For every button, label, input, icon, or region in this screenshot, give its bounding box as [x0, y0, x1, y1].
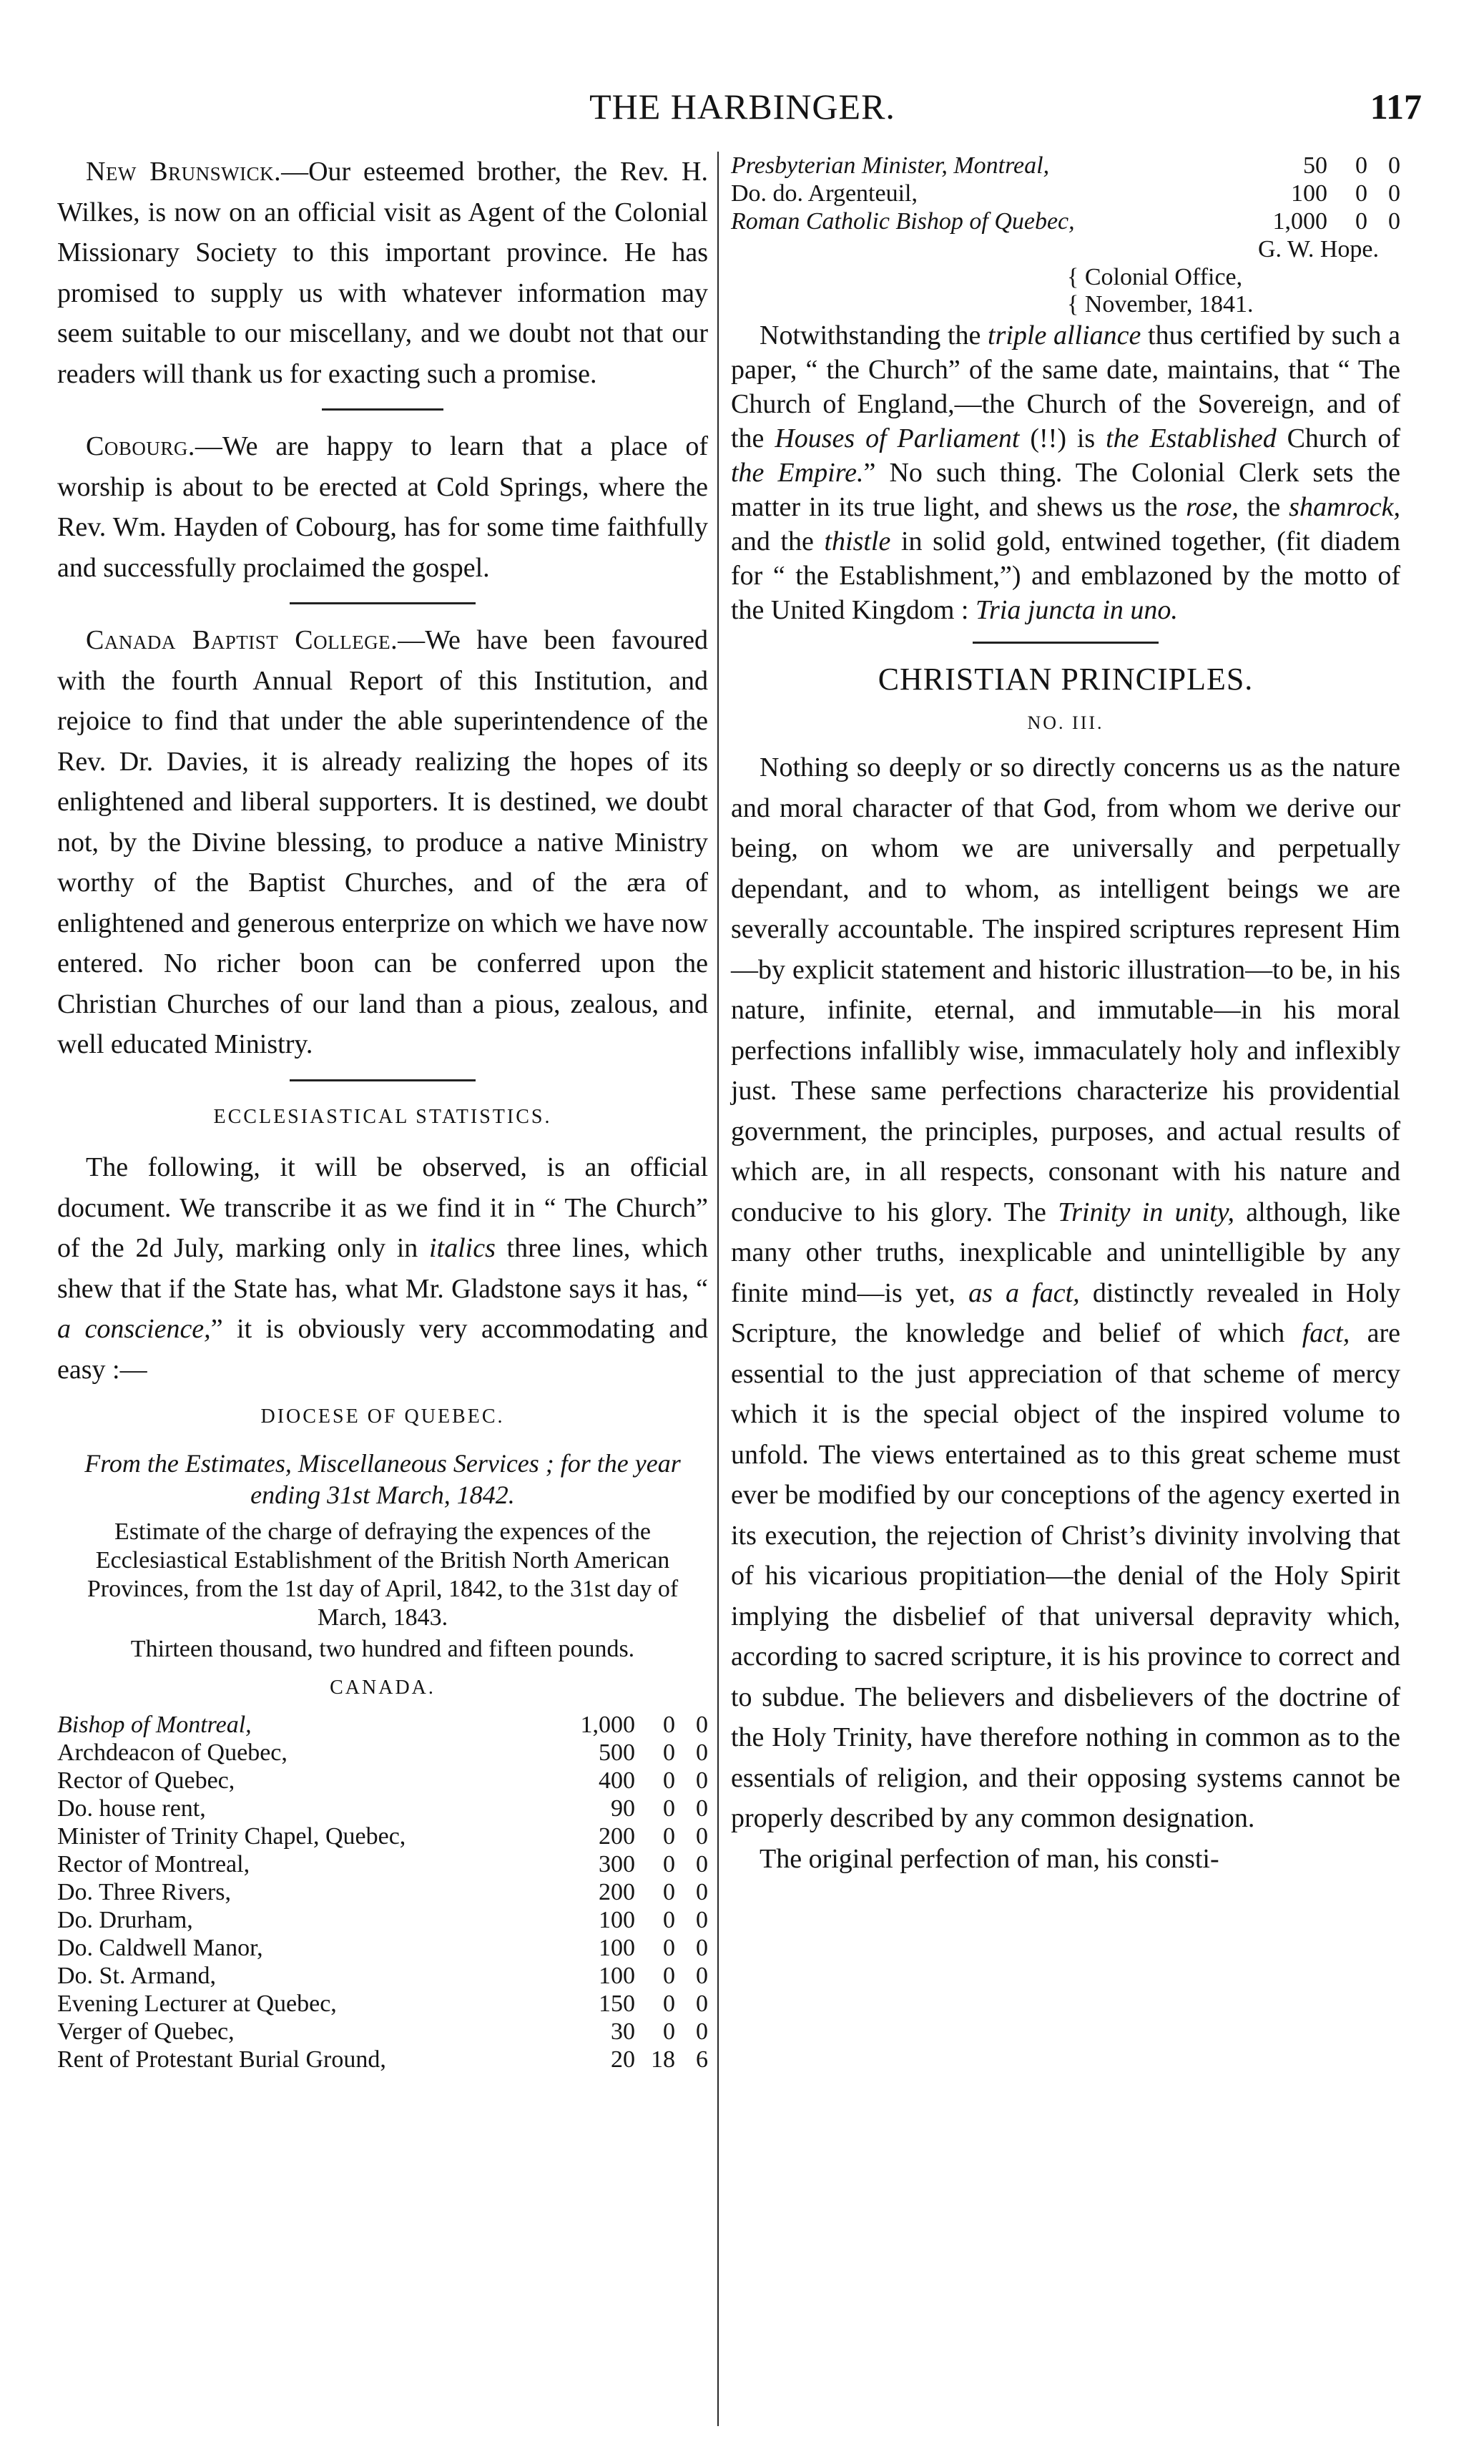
italic-text: fact, — [1302, 1318, 1350, 1348]
intro-text: ” it is obviously very accommodating and easy :— — [57, 1314, 708, 1385]
total-line: Thirteen thousand, two hundred and fifteen pounds. — [130, 1635, 635, 1662]
ledger-row — [731, 180, 1400, 207]
ledger-pence: 0 — [696, 1935, 708, 1961]
text: and the — [731, 526, 825, 556]
date-text: November, 1841. — [1084, 291, 1254, 318]
ledger-pence: 0 — [696, 1712, 708, 1738]
text: are essential to the just appreciation of that scheme of mercy which it is the special object of the inspired volume to unfold. The views entertained as to this great scheme must ever be modified by our conceptions of the agency exerted in its execution, the rejection of Christ’s divinity involving that of his vicarious propitiation—the denial of the Holy Spirit implying the disbelief of that universal depravity which, according to sacred scripture, it is his province to correct and to subdue. The believers and disbelievers of the doctrine of the Holy Trinity, have therefore nothing in common as to the essentials of religion, and their opposing systems cannot be properly described by any common designation. — [731, 1318, 1400, 1833]
signature-date: { November, 1841. — [1067, 291, 1254, 318]
text: (!!) is — [1019, 423, 1106, 453]
estimate-text: Estimate of the charge of defraying the expences of the Ecclesiastical Establishment of the British North American Provinces, from the 1st day of April, 1842, to the 31st day of March, 1843. — [87, 1518, 679, 1631]
ledger-item: Do. Caldwell Manor, — [57, 1935, 263, 1961]
text: Nothing so deeply or so directly concerns us as the nature and moral character of that God, from whom we derive our being, on whom we are universally and perpetually dependant, and to whom, as intelligent beings we are severally accountable. The inspired scriptures represent Him—by explicit statement and historic illustration—to be, in his nature, infinite, eternal, and immutable—in his moral perfections infallibly wise, immaculately holy and inflexibly just. These same perfections characterize his providential government, the principles, purposes, and actual results of which are, in all respects, consonant with his nature and conducive to his glory. The — [731, 752, 1400, 1227]
ledger-shillings: 0 — [663, 1963, 675, 1989]
ledger-item: Minister of Trinity Chapel, Quebec, — [57, 1823, 406, 1850]
ledger-shillings: 0 — [663, 1795, 675, 1822]
running-title: THE HARBINGER. — [589, 87, 895, 127]
ledger-shillings: 0 — [663, 2018, 675, 2045]
left-column — [57, 152, 708, 2073]
ledger-pounds: 100 — [599, 1907, 635, 1933]
expense-ledger — [57, 1711, 708, 2073]
ledger-row — [57, 2046, 708, 2073]
ledger-row — [57, 1990, 708, 2018]
ledger-item: Do. St. Armand, — [57, 1963, 216, 1989]
ledger-pounds: 400 — [599, 1767, 635, 1794]
notwithstanding-paragraph — [731, 318, 1400, 627]
ledger-pence: 0 — [696, 1879, 708, 1905]
college-paragraph — [57, 620, 708, 1065]
ledger-shillings: 0 — [663, 1991, 675, 2017]
ledger-pounds: 1,000 — [580, 1712, 635, 1738]
ledger-pounds: 1,000 — [1272, 208, 1327, 235]
ledger-item: Do. Three Rivers, — [57, 1879, 231, 1905]
ledger-row — [57, 1906, 708, 1934]
ledger-shillings: 0 — [663, 1907, 675, 1933]
ledger-pounds: 30 — [611, 2018, 635, 2045]
motto: Tria juncta in uno. — [975, 595, 1178, 625]
section-rule — [973, 642, 1159, 644]
new-brunswick-paragraph — [57, 152, 708, 394]
ledger-row — [57, 2018, 708, 2046]
text: the — [1238, 492, 1289, 522]
ledger-item: Rector of Quebec, — [57, 1767, 235, 1794]
statistics-intro — [57, 1147, 708, 1390]
intro-text: three lines, which shew that if the State has, what Mr. Gladstone says it has, “ — [57, 1233, 708, 1304]
italic-text: the Empire. — [731, 458, 864, 488]
ledger-row — [57, 1822, 708, 1850]
ledger-pounds: 200 — [599, 1823, 635, 1850]
ledger-row — [57, 1962, 708, 1990]
principles-heading: CHRISTIAN PRINCIPLES. — [878, 662, 1254, 697]
ledger-pounds: 500 — [599, 1739, 635, 1766]
ledger-shillings: 0 — [663, 1879, 675, 1905]
text: in solid gold, entwined together, (fit diadem for “ the Establishment,”) and emblazoned by the motto of the United Kingdom : — [731, 526, 1401, 625]
ledger-pounds: 300 — [599, 1851, 635, 1878]
ledger-shillings: 0 — [663, 1712, 675, 1738]
ledger-item: Rent of Protestant Burial Ground, — [57, 2046, 386, 2073]
section-rule — [322, 408, 443, 411]
italic-text: thistle — [824, 526, 891, 556]
page-number: 117 — [1370, 87, 1422, 127]
ledger-row — [731, 207, 1400, 235]
ledger-shillings: 18 — [651, 2046, 675, 2073]
ledger-row — [57, 1767, 708, 1795]
ledger-pence: 0 — [696, 1739, 708, 1766]
ledger-row — [57, 1878, 708, 1906]
ledger-pence: 0 — [696, 1823, 708, 1850]
ledger-shillings: 0 — [663, 1823, 675, 1850]
right-column — [731, 152, 1400, 1879]
ledger-pence: 0 — [696, 1767, 708, 1794]
ledger-row — [731, 152, 1400, 180]
text: ” No such thing. The Colonial Clerk sets the matter in its true light, and shews us the — [731, 458, 1400, 522]
ledger-shillings: 0 — [663, 1851, 675, 1878]
ledger-item: Bishop of Montreal, — [57, 1712, 252, 1738]
ledger-pence: 6 — [696, 2046, 708, 2073]
ledger-pounds: 50 — [1303, 152, 1327, 179]
ledger-item: Presbyterian Minister, Montreal, — [731, 152, 1050, 179]
principles-body — [731, 747, 1400, 1839]
ledger-shillings: 0 — [1355, 152, 1367, 179]
principles-number: NO. III. — [1027, 712, 1104, 733]
column-divider — [717, 152, 719, 2426]
intro-italic: italics — [428, 1233, 496, 1263]
text: Notwithstanding the — [760, 320, 988, 350]
text: thus certified by such a paper, “ the Church” of the same date, maintains, that “ The Church of England,—the Church of the Sovereign, and of the — [731, 320, 1400, 453]
ledger-row — [57, 1739, 708, 1767]
ledger-item: Archdeacon of Quebec, — [57, 1739, 288, 1766]
ledger-pounds: 100 — [1291, 180, 1327, 207]
ledger-row — [57, 1795, 708, 1822]
ledger-shillings: 0 — [1355, 208, 1367, 235]
college-text: —We have been favoured with the fourth Annual Report of this Institution, and rejoice to find that under the able superintendence of the Rev. Dr. Davies, it is already realizing the hopes of its enlightened and liberal supporters. It is destined, we doubt not, by the Divine blessing, to produce a native Ministry worthy of the Baptist Churches, and of the æra of enlightened and generous enterprize on which we have now entered. No richer boon can be conferred upon the Christian Churches of our land than a pious, zealous, and well educated Ministry. — [57, 625, 708, 1059]
ledger-pounds: 150 — [599, 1991, 635, 2017]
italic-text: shamrock, — [1289, 492, 1400, 522]
ledger-pence: 0 — [696, 1851, 708, 1878]
canada-heading: CANADA. — [330, 1676, 436, 1699]
ledger-pounds: 200 — [599, 1879, 635, 1905]
italic-text: rose, — [1186, 492, 1239, 522]
cobourg-paragraph — [57, 426, 708, 588]
ledger-row — [57, 1850, 708, 1878]
ledger-item: Verger of Quebec, — [57, 2018, 235, 2045]
ledger-item: Evening Lecturer at Quebec, — [57, 1991, 337, 2017]
ledger-pounds: 20 — [611, 2046, 635, 2073]
ledger-pence: 0 — [1388, 180, 1400, 207]
text: distinctly revealed in Holy Scripture, the knowledge and belief of which — [731, 1277, 1400, 1348]
ledger-pence: 0 — [1388, 152, 1400, 179]
cobourg-text: —We are happy to learn that a place of worship is about to be erected at Cold Springs, where the Rev. Wm. Hayden of Cobourg, has for some time faithfully and successfully proclaimed the gospel. — [57, 431, 708, 583]
ledger-pence: 0 — [696, 1991, 708, 2017]
new-brunswick-text: —Our esteemed brother, the Rev. H. Wilkes, is now on an official visit as Agent of the Colonial Missionary Society to this important province. He has promised to supply us with whatever information may seem suitable to our miscellany, and we doubt not that our readers will thank us for exacting such a promise. — [57, 157, 708, 389]
ledger-pence: 0 — [696, 1907, 708, 1933]
ledger-shillings: 0 — [663, 1739, 675, 1766]
office-text: Colonial Office, — [1084, 264, 1243, 290]
ledger-shillings: 0 — [663, 1767, 675, 1794]
text: although, like many other truths, inexplicable and unintelligible by any finite mind—is yet, — [731, 1197, 1400, 1308]
ledger-pence: 0 — [1388, 208, 1400, 235]
ledger-shillings: 0 — [1355, 180, 1367, 207]
ledger-pounds: 100 — [599, 1963, 635, 1989]
signature-office: { Colonial Office, — [1067, 264, 1243, 290]
section-rule — [290, 1079, 476, 1081]
italic-text: triple alliance — [988, 320, 1141, 350]
intro-italic: a conscience, — [57, 1314, 211, 1344]
ledger-pounds: 90 — [611, 1795, 635, 1822]
expense-ledger-continued — [731, 152, 1400, 235]
ledger-item: Roman Catholic Bishop of Quebec, — [731, 208, 1075, 235]
italic-text: the Established — [1106, 423, 1277, 453]
statistics-heading: ECCLESIASTICAL STATISTICS. — [213, 1105, 552, 1128]
ledger-item: Do. house rent, — [57, 1795, 206, 1822]
ledger-pence: 0 — [696, 2018, 708, 2045]
ledger-shillings: 0 — [663, 1935, 675, 1961]
cobourg-lead: Cobourg. — [86, 431, 195, 461]
continuation-line: The original perfection of man, his consti- — [760, 1843, 1219, 1874]
intro-text: The following, it will be observed, is an official document. We transcribe it as we find it in “ The Church” of the 2d July, marking only in — [57, 1152, 708, 1263]
college-lead: Canada Baptist College. — [86, 625, 398, 655]
ledger-row — [57, 1711, 708, 1739]
ledger-item: Rector of Montreal, — [57, 1851, 250, 1878]
italic-text: as a fact, — [968, 1277, 1080, 1308]
ledger-item: Do. Drurham, — [57, 1907, 193, 1933]
ledger-pence: 0 — [696, 1795, 708, 1822]
ledger-item: Do. do. Argenteuil, — [731, 180, 918, 207]
signature: G. W. Hope. — [1257, 236, 1379, 262]
italic-text: Trinity in unity, — [1058, 1197, 1234, 1227]
ledger-pounds: 100 — [599, 1935, 635, 1961]
italic-text: Houses of Parliament — [775, 423, 1020, 453]
page-header — [63, 86, 1422, 143]
ledger-row — [57, 1934, 708, 1962]
new-brunswick-lead: New Brunswick. — [86, 157, 282, 187]
source-line: From the Estimates, Miscellaneous Services ; for the year ending 31st March, 1842. — [84, 1448, 681, 1509]
diocese-heading: DIOCESE OF QUEBEC. — [260, 1405, 505, 1428]
ledger-pence: 0 — [696, 1963, 708, 1989]
section-rule — [290, 602, 476, 604]
text: Church of — [1276, 423, 1400, 453]
